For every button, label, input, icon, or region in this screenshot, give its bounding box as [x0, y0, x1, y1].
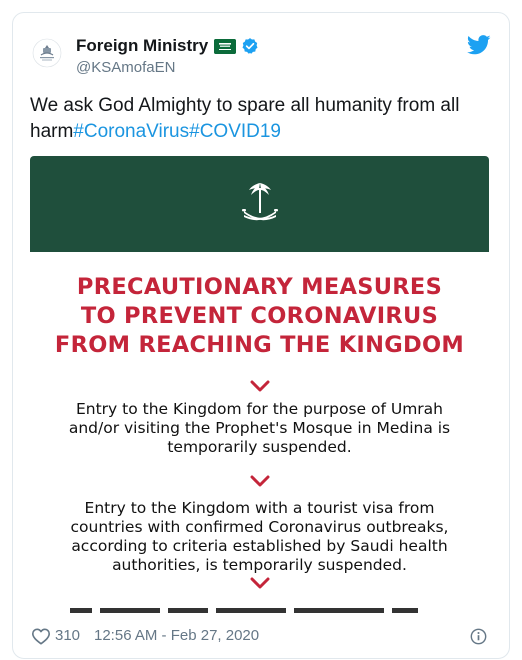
paragraph-line: and/or visiting the Prophet's Mosque in Medina is	[68, 419, 451, 437]
tweet-footer	[13, 623, 509, 653]
tweet-card	[12, 12, 510, 659]
author-handle[interactable]: @KSAmofaEN	[76, 59, 176, 76]
palm-swords-emblem-icon	[238, 179, 282, 229]
chevron-down-icon	[250, 577, 270, 589]
headline-line: FROM REACHING THE KINGDOM	[54, 332, 465, 358]
tweet-image[interactable]	[30, 156, 489, 613]
author-names	[76, 35, 259, 76]
paragraph-line: countries with confirmed Coronavirus outbreaks,	[70, 518, 449, 536]
avatar[interactable]	[29, 35, 65, 71]
headline-line: TO PREVENT CORONAVIRUS	[80, 303, 439, 329]
author-display-name[interactable]: Foreign Ministry	[76, 36, 209, 55]
measure-paragraph-1	[30, 400, 489, 457]
chevron-down-icon	[250, 380, 270, 392]
emblem-band	[30, 156, 489, 252]
chevron-down-icon	[250, 475, 270, 487]
cut-off-text-line	[70, 602, 450, 613]
paragraph-line: according to criteria established by Saudi health	[71, 537, 448, 555]
tweet-timestamp[interactable]: 12:56 AM - Feb 27, 2020	[94, 627, 260, 644]
tweet-header	[13, 13, 509, 83]
saudi-flag-icon	[214, 39, 236, 54]
info-icon[interactable]	[470, 628, 487, 645]
headline-line: PRECAUTIONARY MEASURES	[76, 274, 443, 300]
hashtag-link[interactable]: #COVID19	[189, 121, 281, 142]
heart-icon[interactable]	[31, 627, 51, 645]
media-headline	[30, 273, 489, 360]
verified-badge-icon	[241, 37, 259, 55]
paragraph-line: Entry to the Kingdom for the purpose of Umrah	[75, 400, 443, 418]
ministry-emblem-icon	[32, 38, 62, 68]
measure-paragraph-2	[30, 499, 489, 575]
tweet-body: We ask God Almighty to spare all humanity from all harm	[30, 95, 460, 142]
paragraph-line: authorities, is temporarily suspended.	[112, 556, 407, 574]
like-count[interactable]: 310	[55, 627, 81, 644]
tweet-text	[30, 93, 500, 145]
paragraph-line: Entry to the Kingdom with a tourist visa from	[84, 499, 435, 517]
paragraph-line: temporarily suspended.	[167, 438, 352, 456]
twitter-bird-icon[interactable]	[467, 35, 491, 55]
hashtag-link[interactable]: #CoronaVirus	[73, 121, 190, 142]
